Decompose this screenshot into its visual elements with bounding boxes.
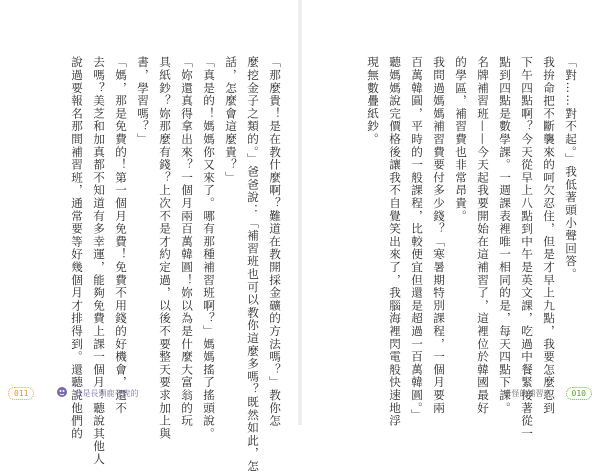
left-paragraph: 書，學習嗎？」	[136, 56, 150, 146]
chapter-title: 奇怪的補習班	[503, 388, 552, 398]
left-paragraph: 「真是的！媽媽你又來了。哪有那種補習班啊？」媽媽搖了搖頭說。	[202, 56, 216, 440]
right-paragraph: 點到四點是數學課。一週課表裡唯一相同的是，每天四點下課。	[498, 56, 512, 415]
book-title: 我是長頸鹿老虎的	[74, 388, 139, 398]
right-paragraph: 名牌補習班——今天起我要開始在這補習了，這裡位於韓國最好	[476, 56, 490, 415]
left-paragraph: 麼挖金子之類的。」爸爸說：「補習班也可以教你這麼多嗎？既然如此，怎	[246, 56, 260, 473]
left-footer	[8, 384, 138, 402]
right-page-number: 010	[566, 387, 592, 400]
right-paragraph: 「對……對不起。」我低著頭小聲回答。	[564, 56, 578, 281]
right-paragraph: 聽媽媽說完價格後讓我不自覺笑出來了，我腦海裡閃電般快速地浮	[388, 56, 402, 428]
right-footer	[504, 384, 592, 402]
right-paragraph: 我拚命把不斷襲來的呵欠忍住，但是才早上九點，我要怎麼忍到	[542, 56, 556, 415]
right-paragraph: 我問過媽媽補習費要付多少錢？「寒暑期特別課程，一個月要兩	[432, 56, 446, 415]
giraffe-logo-icon	[56, 386, 68, 400]
right-paragraph: 百萬韓圓，平時的一般課程，比較便宜但還是超過一百萬韓圓。」	[410, 56, 424, 422]
right-paragraph: 現無數疊紙鈔。	[366, 56, 380, 146]
left-paragraph: 具紙鈔？妳那麼有錢？上次不是才約定過，以後不要整天要求加上與	[158, 56, 172, 440]
left-paragraph: 「妳還真得拿出來？一個月兩百萬韓圓！妳以為是什麼大富翁的玩	[180, 56, 194, 428]
left-paragraph: 「媽，那是免費的！第一個月免費！免費不用錢的好機會，還不	[114, 56, 128, 415]
left-paragraph: 去嗎？美芝和加真都不知道有多幸運，能夠免費上課一個月！聽說其他人	[92, 56, 106, 466]
left-paragraph: 說過要報名那間補習班，通常要等好幾個月才排得到。還聽說他們的	[70, 56, 84, 440]
left-paragraph: 「那麼貴！是在教什麼啊？難道在教開採金礦的方法嗎？」教你怎	[268, 56, 282, 428]
right-page	[300, 0, 600, 440]
left-paragraph: 話，怎麼會這麼貴？」	[224, 56, 238, 184]
right-paragraph: 的學區，補習費也非常昂貴。	[454, 56, 468, 223]
left-page-number: 011	[8, 387, 34, 400]
right-paragraph: 下午四點啊？今天從早上八點到中午是英文課，吃過中餐緊接著從一	[520, 56, 534, 440]
